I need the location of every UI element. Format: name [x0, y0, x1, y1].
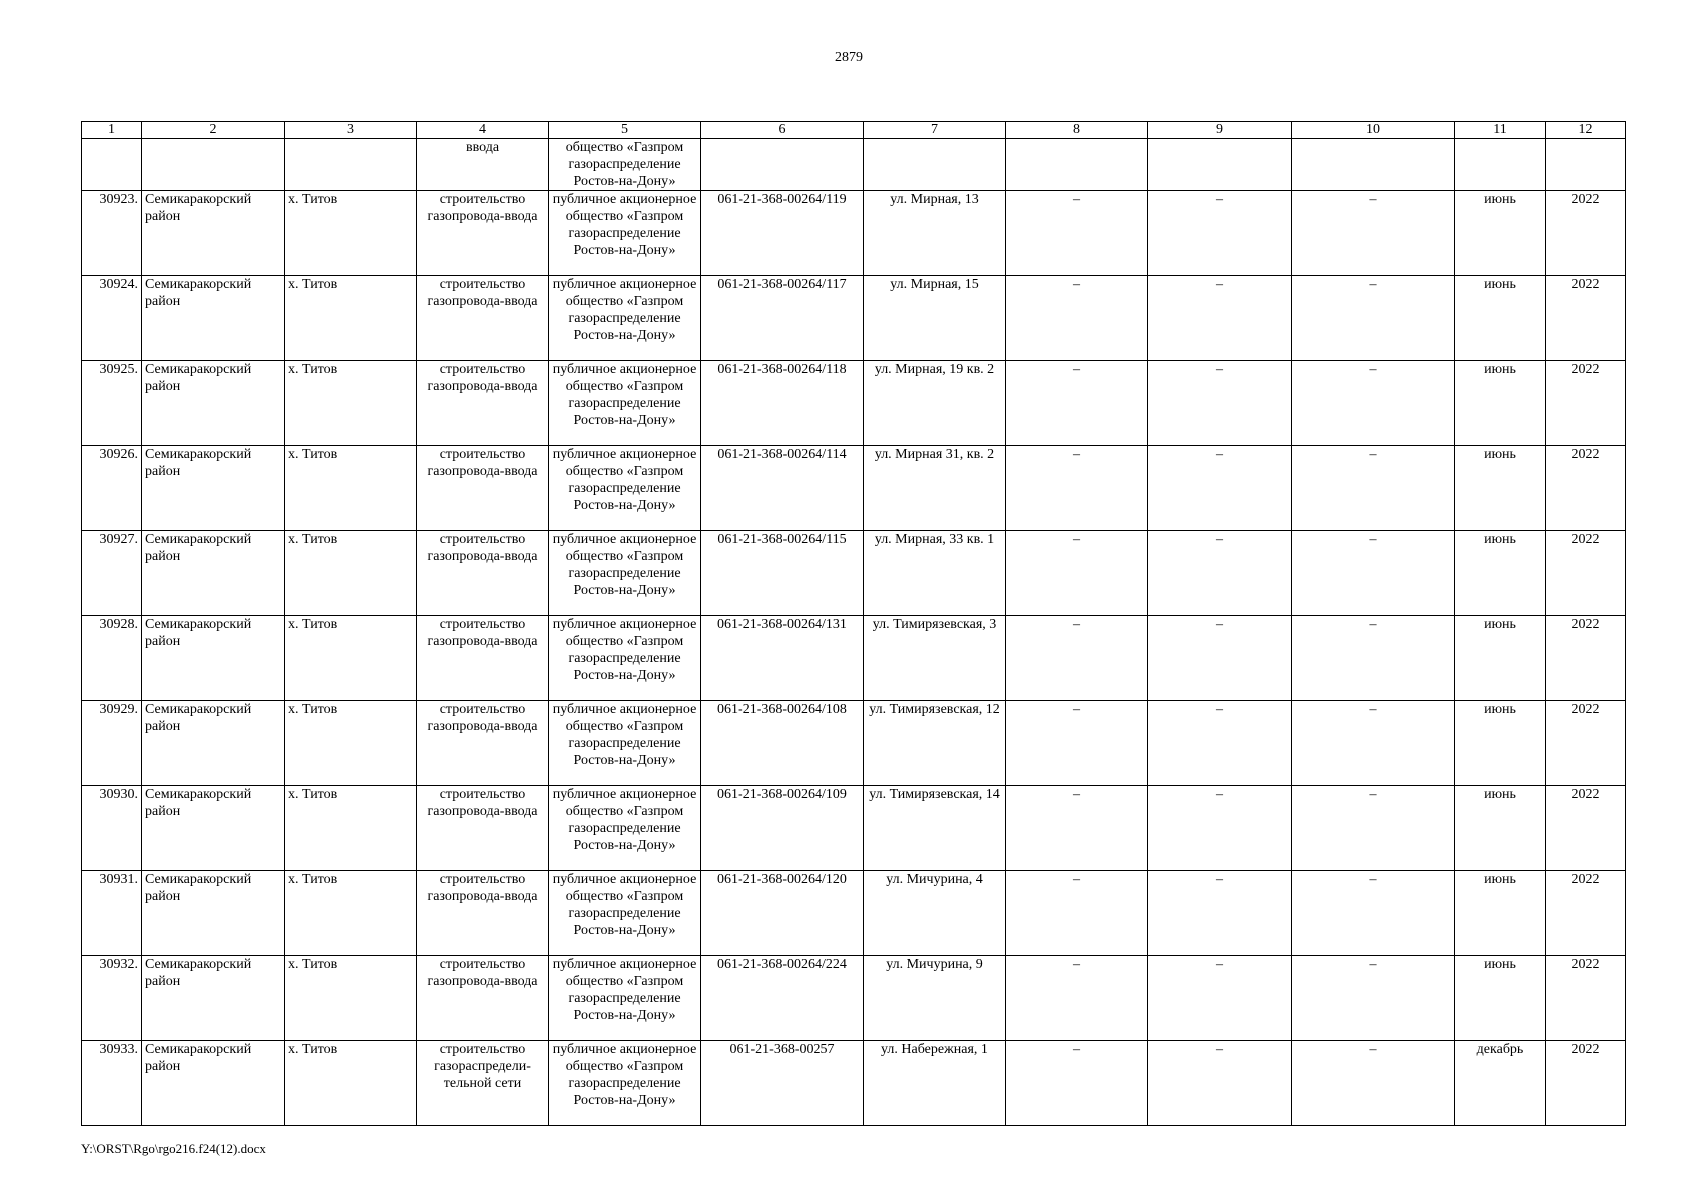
- month-cell: июнь: [1455, 276, 1546, 361]
- col9-cell: –: [1148, 446, 1292, 531]
- month-cell: июнь: [1455, 531, 1546, 616]
- work-cell: строительство газопровода-ввода: [417, 531, 549, 616]
- org-cell: публичное акционерное общество «Газпром газораспределение Ростов-на-Дону»: [549, 871, 701, 956]
- col8-cell: –: [1006, 446, 1148, 531]
- year-cell: 2022: [1546, 276, 1626, 361]
- year-cell: 2022: [1546, 616, 1626, 701]
- district-cell: Семикаракорский район: [142, 531, 285, 616]
- code-cell: 061-21-368-00264/131: [701, 616, 864, 701]
- district-cell: Семикаракорский район: [142, 446, 285, 531]
- work-cell: строительство газораспредели-тельной сети: [417, 1041, 549, 1126]
- col8-cell: –: [1006, 1041, 1148, 1126]
- org-cell: публичное акционерное общество «Газпром газораспределение Ростов-на-Дону»: [549, 361, 701, 446]
- work-cell: строительство газопровода-ввода: [417, 956, 549, 1041]
- row-number-cell: 30931.: [82, 871, 142, 956]
- col8-cell: –: [1006, 191, 1148, 276]
- col8-cell: –: [1006, 871, 1148, 956]
- code-cell: 061-21-368-00264/119: [701, 191, 864, 276]
- col8-cell: –: [1006, 701, 1148, 786]
- district-cell: Семикаракорский район: [142, 191, 285, 276]
- code-cell: 061-21-368-00264/115: [701, 531, 864, 616]
- year-cell: 2022: [1546, 1041, 1626, 1126]
- col9-cell: –: [1148, 871, 1292, 956]
- col10-cell: –: [1292, 531, 1455, 616]
- code-cell: 061-21-368-00264/224: [701, 956, 864, 1041]
- org-cell: публичное акционерное общество «Газпром газораспределение Ростов-на-Дону»: [549, 191, 701, 276]
- code-cell: 061-21-368-00264/109: [701, 786, 864, 871]
- col9-cell: –: [1148, 701, 1292, 786]
- col10-cell: –: [1292, 276, 1455, 361]
- org-cell: общество «Газпром газораспределение Ростов-на-Дону»: [549, 139, 701, 191]
- col10-cell: –: [1292, 786, 1455, 871]
- row-number-cell: 30926.: [82, 446, 142, 531]
- district-cell: Семикаракорский район: [142, 871, 285, 956]
- row-number-cell: 30924.: [82, 276, 142, 361]
- district-cell: Семикаракорский район: [142, 956, 285, 1041]
- col-header: 10: [1292, 122, 1455, 139]
- org-cell: публичное акционерное общество «Газпром газораспределение Ростов-на-Дону»: [549, 786, 701, 871]
- locality-cell: х. Титов: [285, 871, 417, 956]
- col-header: 3: [285, 122, 417, 139]
- year-cell: 2022: [1546, 531, 1626, 616]
- row-number-cell: 30923.: [82, 191, 142, 276]
- row-number-cell: 30929.: [82, 701, 142, 786]
- month-cell: июнь: [1455, 956, 1546, 1041]
- locality-cell: х. Титов: [285, 956, 417, 1041]
- row-number-cell: 30932.: [82, 956, 142, 1041]
- org-cell: публичное акционерное общество «Газпром газораспределение Ростов-на-Дону»: [549, 1041, 701, 1126]
- org-cell: публичное акционерное общество «Газпром газораспределение Ростов-на-Дону»: [549, 276, 701, 361]
- work-cell: строительство газопровода-ввода: [417, 701, 549, 786]
- col9-cell: –: [1148, 191, 1292, 276]
- col9-cell: –: [1148, 956, 1292, 1041]
- month-cell: июнь: [1455, 871, 1546, 956]
- col10-cell: –: [1292, 446, 1455, 531]
- work-cell: ввода: [417, 139, 549, 191]
- table-row: [82, 191, 1626, 276]
- work-cell: строительство газопровода-ввода: [417, 616, 549, 701]
- col9-cell: –: [1148, 276, 1292, 361]
- row-number-cell: 30933.: [82, 1041, 142, 1126]
- col-header: 1: [82, 122, 142, 139]
- district-cell: Семикаракорский район: [142, 1041, 285, 1126]
- month-cell: июнь: [1455, 191, 1546, 276]
- year-cell: 2022: [1546, 786, 1626, 871]
- table-row: [82, 361, 1626, 446]
- col8-cell: –: [1006, 956, 1148, 1041]
- org-cell: публичное акционерное общество «Газпром газораспределение Ростов-на-Дону»: [549, 616, 701, 701]
- work-cell: строительство газопровода-ввода: [417, 361, 549, 446]
- year-cell: 2022: [1546, 956, 1626, 1041]
- col10-cell: –: [1292, 361, 1455, 446]
- district-cell: Семикаракорский район: [142, 361, 285, 446]
- table-row: [82, 701, 1626, 786]
- col-header: 5: [549, 122, 701, 139]
- locality-cell: х. Титов: [285, 786, 417, 871]
- code-cell: 061-21-368-00264/117: [701, 276, 864, 361]
- district-cell: Семикаракорский район: [142, 786, 285, 871]
- column-number-header: [82, 122, 1626, 139]
- work-cell: строительство газопровода-ввода: [417, 786, 549, 871]
- year-cell: 2022: [1546, 361, 1626, 446]
- locality-cell: х. Титов: [285, 446, 417, 531]
- org-cell: публичное акционерное общество «Газпром газораспределение Ростов-на-Дону»: [549, 956, 701, 1041]
- month-cell: июнь: [1455, 446, 1546, 531]
- address-cell: ул. Тимирязевская, 3: [864, 616, 1006, 701]
- table-row: [82, 276, 1626, 361]
- locality-cell: х. Титов: [285, 276, 417, 361]
- year-cell: 2022: [1546, 446, 1626, 531]
- col-header: 4: [417, 122, 549, 139]
- col9-cell: –: [1148, 786, 1292, 871]
- month-cell: июнь: [1455, 786, 1546, 871]
- address-cell: ул. Мичурина, 9: [864, 956, 1006, 1041]
- col9-cell: –: [1148, 616, 1292, 701]
- col8-cell: –: [1006, 531, 1148, 616]
- table-row: [82, 871, 1626, 956]
- locality-cell: х. Титов: [285, 361, 417, 446]
- row-number-cell: 30930.: [82, 786, 142, 871]
- col10-cell: –: [1292, 701, 1455, 786]
- col-header: 12: [1546, 122, 1626, 139]
- month-cell: декабрь: [1455, 1041, 1546, 1126]
- col9-cell: –: [1148, 361, 1292, 446]
- table-row: [82, 446, 1626, 531]
- month-cell: июнь: [1455, 616, 1546, 701]
- org-cell: публичное акционерное общество «Газпром газораспределение Ростов-на-Дону»: [549, 446, 701, 531]
- district-cell: Семикаракорский район: [142, 701, 285, 786]
- col-header: 2: [142, 122, 285, 139]
- address-cell: ул. Мирная, 33 кв. 1: [864, 531, 1006, 616]
- address-cell: ул. Мирная 31, кв. 2: [864, 446, 1006, 531]
- continuation-row: [82, 139, 1626, 191]
- col-header: 11: [1455, 122, 1546, 139]
- locality-cell: х. Титов: [285, 616, 417, 701]
- table-row: [82, 786, 1626, 871]
- col9-cell: –: [1148, 531, 1292, 616]
- address-cell: ул. Мирная, 15: [864, 276, 1006, 361]
- work-cell: строительство газопровода-ввода: [417, 276, 549, 361]
- district-cell: Семикаракорский район: [142, 616, 285, 701]
- org-cell: публичное акционерное общество «Газпром газораспределение Ростов-на-Дону»: [549, 531, 701, 616]
- address-cell: ул. Мирная, 19 кв. 2: [864, 361, 1006, 446]
- code-cell: 061-21-368-00264/108: [701, 701, 864, 786]
- locality-cell: х. Титов: [285, 191, 417, 276]
- code-cell: 061-21-368-00257: [701, 1041, 864, 1126]
- locality-cell: х. Титов: [285, 1041, 417, 1126]
- address-cell: ул. Мирная, 13: [864, 191, 1006, 276]
- col10-cell: –: [1292, 616, 1455, 701]
- district-cell: Семикаракорский район: [142, 276, 285, 361]
- year-cell: 2022: [1546, 191, 1626, 276]
- col10-cell: –: [1292, 1041, 1455, 1126]
- table-row: [82, 531, 1626, 616]
- table-row: [82, 1041, 1626, 1126]
- row-number-cell: 30925.: [82, 361, 142, 446]
- address-cell: ул. Мичурина, 4: [864, 871, 1006, 956]
- address-cell: ул. Набережная, 1: [864, 1041, 1006, 1126]
- data-table: [81, 121, 1626, 1126]
- col8-cell: –: [1006, 786, 1148, 871]
- code-cell: 061-21-368-00264/114: [701, 446, 864, 531]
- row-number-cell: 30928.: [82, 616, 142, 701]
- month-cell: июнь: [1455, 361, 1546, 446]
- col-header: 8: [1006, 122, 1148, 139]
- locality-cell: х. Титов: [285, 531, 417, 616]
- work-cell: строительство газопровода-ввода: [417, 191, 549, 276]
- code-cell: 061-21-368-00264/120: [701, 871, 864, 956]
- table-row: [82, 956, 1626, 1041]
- col10-cell: –: [1292, 956, 1455, 1041]
- col8-cell: –: [1006, 276, 1148, 361]
- page-number: 2879: [835, 50, 863, 65]
- table-row: [82, 616, 1626, 701]
- col-header: 6: [701, 122, 864, 139]
- col9-cell: –: [1148, 1041, 1292, 1126]
- col10-cell: –: [1292, 871, 1455, 956]
- col8-cell: –: [1006, 361, 1148, 446]
- col-header: 7: [864, 122, 1006, 139]
- code-cell: 061-21-368-00264/118: [701, 361, 864, 446]
- year-cell: 2022: [1546, 701, 1626, 786]
- locality-cell: х. Титов: [285, 701, 417, 786]
- address-cell: ул. Тимирязевская, 14: [864, 786, 1006, 871]
- col-header: 9: [1148, 122, 1292, 139]
- row-number-cell: 30927.: [82, 531, 142, 616]
- address-cell: ул. Тимирязевская, 12: [864, 701, 1006, 786]
- work-cell: строительство газопровода-ввода: [417, 446, 549, 531]
- col8-cell: –: [1006, 616, 1148, 701]
- work-cell: строительство газопровода-ввода: [417, 871, 549, 956]
- col10-cell: –: [1292, 191, 1455, 276]
- month-cell: июнь: [1455, 701, 1546, 786]
- org-cell: публичное акционерное общество «Газпром газораспределение Ростов-на-Дону»: [549, 701, 701, 786]
- footer-file-path: Y:\ORST\Rgo\rgo216.f24(12).docx: [81, 1141, 266, 1156]
- year-cell: 2022: [1546, 871, 1626, 956]
